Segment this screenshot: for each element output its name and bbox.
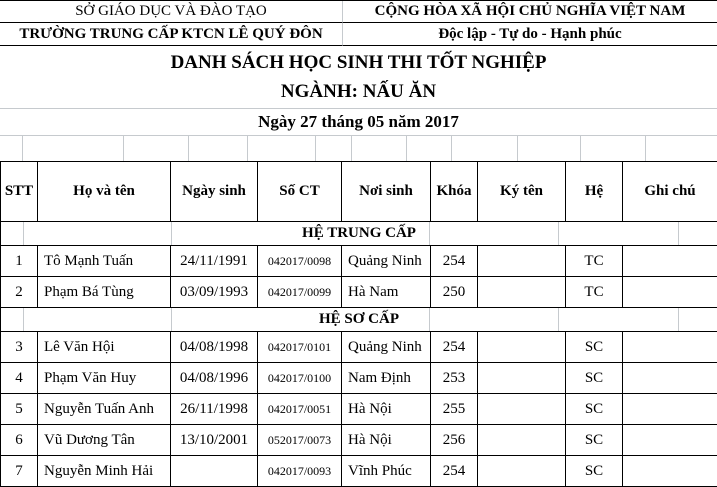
cell-ghi_chu: [623, 277, 717, 308]
cell-ky_ten: [478, 363, 566, 394]
cell-ghi_chu: [623, 425, 717, 456]
cell-stt: 6: [1, 425, 38, 456]
student-row: [1, 277, 717, 308]
column-header-so_ct: Số CT: [258, 162, 342, 222]
section-title: HỆ SƠ CẤP: [318, 311, 399, 327]
cell-stt: 5: [1, 394, 38, 425]
cell-khoa: 253: [431, 363, 478, 394]
cell-dob: [171, 456, 258, 487]
cell-dob: 04/08/1998: [171, 332, 258, 363]
empty-grid-row: [0, 136, 717, 161]
cell-name: Phạm Văn Huy: [38, 363, 171, 394]
page-title: DANH SÁCH HỌC SINH THI TỐT NGHIỆP: [170, 51, 547, 73]
cell-stt: 3: [1, 332, 38, 363]
gridline: [406, 136, 407, 161]
cell-noi_sinh: Hà Nam: [342, 277, 431, 308]
org-header: [0, 0, 717, 45]
cell-khoa: 256: [431, 425, 478, 456]
cell-he: SC: [566, 456, 623, 487]
cell-ky_ten: [478, 425, 566, 456]
gridline: [678, 308, 679, 331]
student-row: [1, 394, 717, 425]
column-header-stt: STT: [1, 162, 38, 222]
cell-he: TC: [566, 246, 623, 277]
cell-dob: 24/11/1991: [171, 246, 258, 277]
cell-khoa: 254: [431, 456, 478, 487]
section-title-cell: [1, 222, 717, 246]
section-row: [1, 308, 717, 332]
gridline: [171, 222, 172, 245]
gridline: [188, 136, 189, 161]
cell-dob: 03/09/1993: [171, 277, 258, 308]
section-title-cell: [1, 308, 717, 332]
student-row: [1, 425, 717, 456]
cell-ky_ten: [478, 277, 566, 308]
gridline: [429, 222, 430, 245]
column-header-he: Hệ: [566, 162, 623, 222]
cell-he: SC: [566, 332, 623, 363]
column-header-ky_ten: Ký tên: [478, 162, 566, 222]
cell-so_ct: 042017/0098: [258, 246, 342, 277]
gridline: [580, 136, 581, 161]
cell-noi_sinh: Hà Nội: [342, 394, 431, 425]
cell-so_ct: 042017/0051: [258, 394, 342, 425]
cell-ky_ten: [478, 246, 566, 277]
gridline: [558, 222, 559, 245]
cell-noi_sinh: Nam Định: [342, 363, 431, 394]
cell-ky_ten: [478, 332, 566, 363]
cell-so_ct: 042017/0101: [258, 332, 342, 363]
gridline: [351, 136, 352, 161]
cell-ghi_chu: [623, 363, 717, 394]
gridline: [678, 222, 679, 245]
cell-ky_ten: [478, 456, 566, 487]
gridline: [23, 222, 24, 245]
cell-noi_sinh: Quảng Ninh: [342, 332, 431, 363]
gridline: [451, 136, 452, 161]
cell-he: SC: [566, 425, 623, 456]
students-table: [0, 161, 717, 487]
cell-khoa: 255: [431, 394, 478, 425]
gridline: [247, 136, 248, 161]
column-header-name: Họ và tên: [38, 162, 171, 222]
gridline: [429, 308, 430, 331]
date-line: Ngày 27 tháng 05 năm 2017: [0, 109, 717, 136]
cell-name: Nguyễn Tuấn Anh: [38, 394, 171, 425]
page-subtitle: NGÀNH: NẤU ĂN: [280, 80, 437, 102]
cell-so_ct: 042017/0093: [258, 456, 342, 487]
cell-stt: 4: [1, 363, 38, 394]
national-motto-line1: CỘNG HÒA XÃ HỘI CHỦ NGHĨA VIỆT NAM: [343, 1, 717, 23]
cell-ky_ten: [478, 394, 566, 425]
cell-ghi_chu: [623, 456, 717, 487]
cell-ghi_chu: [623, 246, 717, 277]
document-title-block: [0, 45, 717, 109]
cell-ghi_chu: [623, 394, 717, 425]
column-header-noi_sinh: Nơi sinh: [342, 162, 431, 222]
national-motto-line2: Độc lập - Tự do - Hạnh phúc: [343, 23, 717, 46]
cell-khoa: 250: [431, 277, 478, 308]
cell-he: TC: [566, 277, 623, 308]
cell-stt: 7: [1, 456, 38, 487]
gridline: [558, 308, 559, 331]
cell-dob: 26/11/1998: [171, 394, 258, 425]
student-row: [1, 363, 717, 394]
table-header-row: [1, 162, 717, 222]
cell-dob: 04/08/1996: [171, 363, 258, 394]
cell-he: SC: [566, 394, 623, 425]
cell-name: Lê Văn Hội: [38, 332, 171, 363]
cell-noi_sinh: Hà Nội: [342, 425, 431, 456]
cell-dob: 13/10/2001: [171, 425, 258, 456]
cell-name: Nguyễn Minh Hải: [38, 456, 171, 487]
cell-he: SC: [566, 363, 623, 394]
cell-ghi_chu: [623, 332, 717, 363]
cell-so_ct: 042017/0100: [258, 363, 342, 394]
column-header-khoa: Khóa: [431, 162, 478, 222]
cell-name: Tô Mạnh Tuấn: [38, 246, 171, 277]
cell-name: Phạm Bá Tùng: [38, 277, 171, 308]
cell-name: Vũ Dương Tân: [38, 425, 171, 456]
cell-so_ct: 042017/0099: [258, 277, 342, 308]
org-department: SỞ GIÁO DỤC VÀ ĐÀO TẠO: [0, 1, 343, 23]
section-row: [1, 222, 717, 246]
cell-noi_sinh: Vĩnh Phúc: [342, 456, 431, 487]
gridline: [171, 308, 172, 331]
student-row: [1, 332, 717, 363]
cell-stt: 1: [1, 246, 38, 277]
cell-khoa: 254: [431, 246, 478, 277]
cell-noi_sinh: Quảng Ninh: [342, 246, 431, 277]
gridline: [23, 308, 24, 331]
column-header-dob: Ngày sinh: [171, 162, 258, 222]
section-title: HỆ TRUNG CẤP: [302, 225, 416, 241]
gridline: [22, 136, 23, 161]
school-name: TRƯỜNG TRUNG CẤP KTCN LÊ QUÝ ĐÔN: [0, 23, 343, 46]
student-row: [1, 246, 717, 277]
gridline: [123, 136, 124, 161]
gridline: [315, 136, 316, 161]
cell-so_ct: 052017/0073: [258, 425, 342, 456]
cell-stt: 2: [1, 277, 38, 308]
column-header-ghi_chu: Ghi chú: [623, 162, 717, 222]
gridline: [645, 136, 646, 161]
cell-khoa: 254: [431, 332, 478, 363]
student-row: [1, 456, 717, 487]
gridline: [517, 136, 518, 161]
